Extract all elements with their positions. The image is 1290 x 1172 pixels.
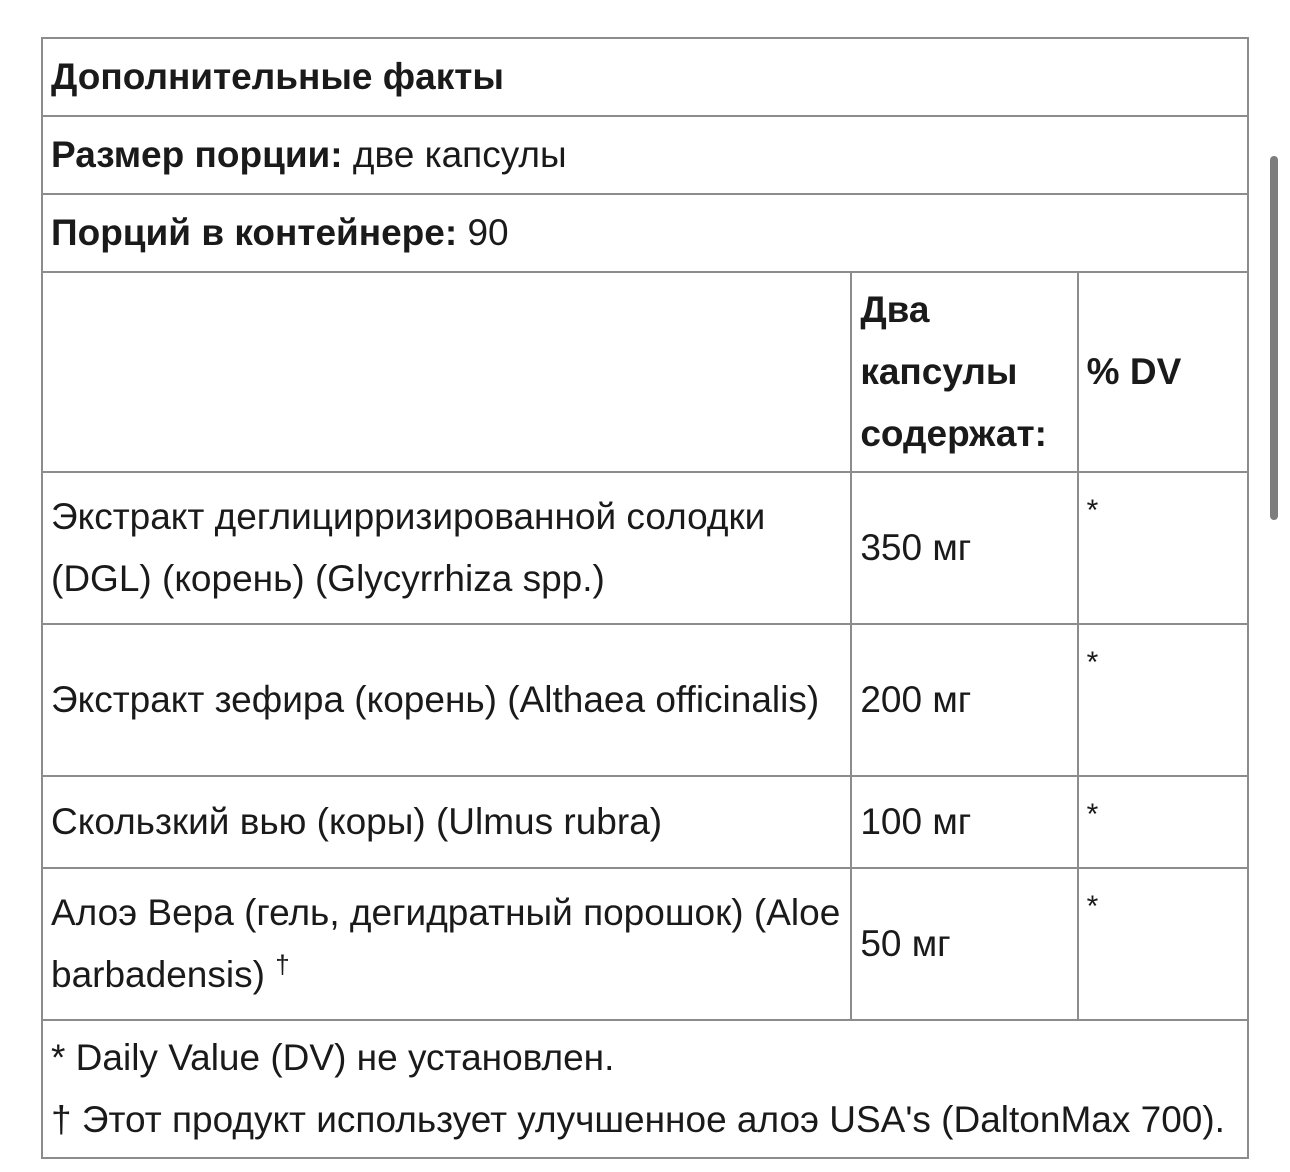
ingredient-amount: 200 мг <box>851 624 1077 776</box>
ingredient-dv: * <box>1078 472 1248 624</box>
footnotes-row <box>42 1020 1248 1158</box>
vertical-scrollbar[interactable] <box>1270 156 1278 520</box>
ingredient-dv: * <box>1078 776 1248 868</box>
header-empty-cell <box>42 272 851 472</box>
servings-per-container-row <box>42 194 1248 272</box>
ingredient-dv: * <box>1078 868 1248 1020</box>
dv-column-header: % DV <box>1078 272 1248 472</box>
ingredient-name: Алоэ Вера (гель, дегидратный порошок) (Aloe barbadensis) <box>51 892 841 995</box>
column-header-row <box>42 272 1248 472</box>
amount-header-line-1: Два <box>860 289 930 330</box>
dv-footnote: * Daily Value (DV) не установлен. <box>51 1037 615 1078</box>
ingredient-amount: 50 мг <box>851 868 1077 1020</box>
amount-header-line-3: содержат: <box>860 413 1047 454</box>
ingredient-amount: 100 мг <box>851 776 1077 868</box>
dagger-mark: † <box>275 949 290 980</box>
ingredient-row <box>42 472 1248 624</box>
serving-size-label: Размер порции: <box>51 134 343 175</box>
ingredient-dv: * <box>1078 624 1248 776</box>
servings-per-container-value: 90 <box>457 212 509 253</box>
ingredient-name: Скользкий вью (коры) (Ulmus rubra) <box>42 776 851 868</box>
dagger-footnote: † Этот продукт использует улучшенное алоэ USA's (DaltonMax 700). <box>51 1099 1225 1140</box>
title-row <box>42 38 1248 116</box>
serving-size-row <box>42 116 1248 194</box>
ingredient-amount: 350 мг <box>851 472 1077 624</box>
ingredient-name-cell <box>42 868 851 1020</box>
ingredient-row <box>42 624 1248 776</box>
facts-title: Дополнительные факты <box>42 38 1248 116</box>
ingredient-name: Экстракт деглицирризированной солодки (DGL) (корень) (Glycyrrhiza spp.) <box>42 472 851 624</box>
amount-column-header <box>851 272 1077 472</box>
ingredient-name: Экстракт зефира (корень) (Althaea officinalis) <box>42 624 851 776</box>
serving-size-value: две капсулы <box>342 134 567 175</box>
servings-per-container-label: Порций в контейнере: <box>51 212 458 253</box>
supplement-facts-table <box>41 37 1249 1159</box>
ingredient-row <box>42 776 1248 868</box>
ingredient-row <box>42 868 1248 1020</box>
amount-header-line-2: капсулы <box>860 351 1018 392</box>
